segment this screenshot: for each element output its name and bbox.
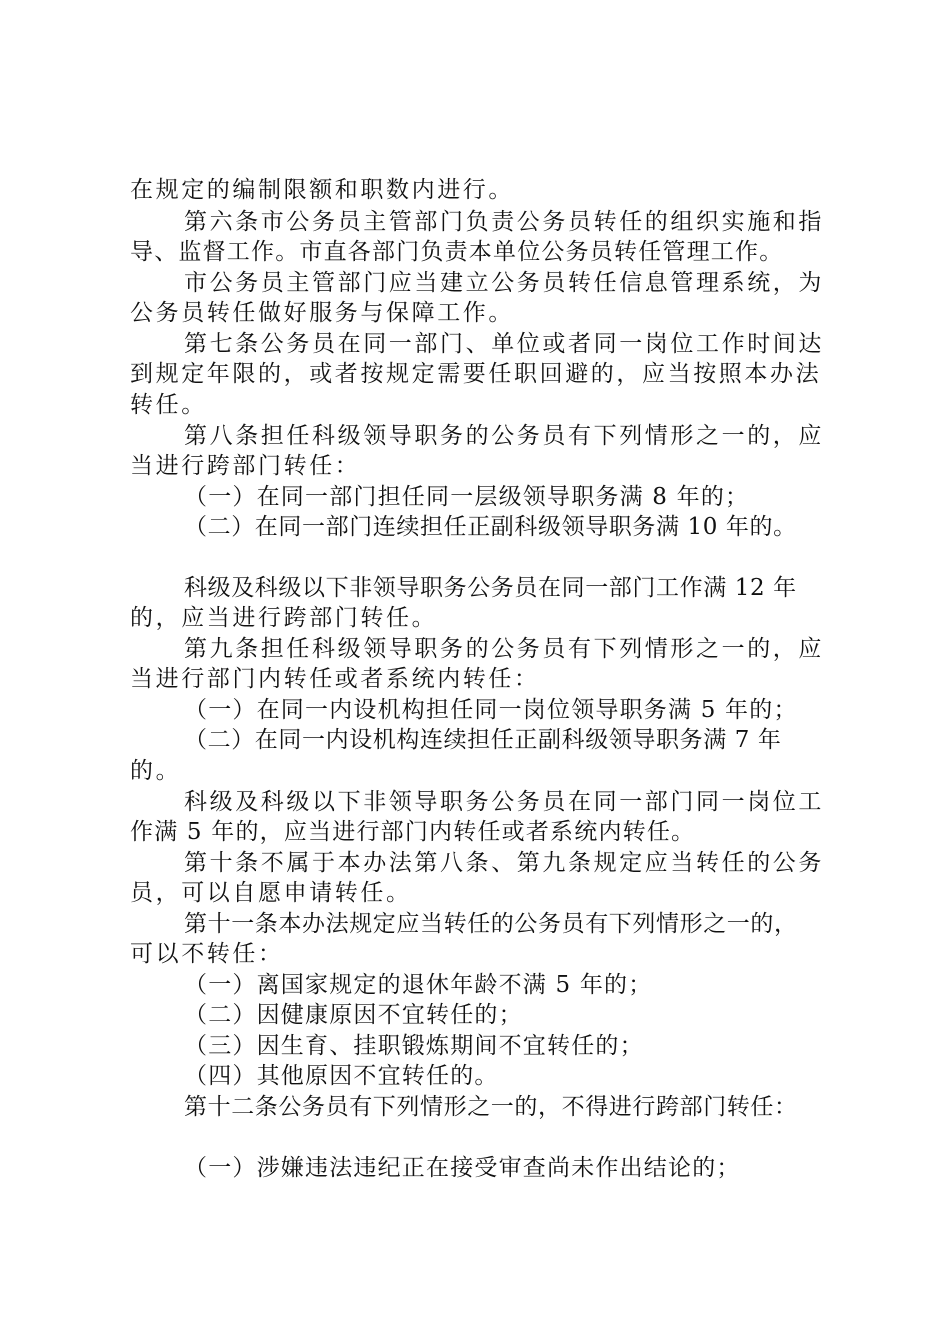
text-line: 第六条市公务员主管部门负责公务员转任的组织实施和指 <box>184 209 824 235</box>
text-line: 当进行跨部门转任： <box>130 453 361 479</box>
text-line: 第十一条本办法规定应当转任的公务员有下列情形之一的， <box>184 911 798 937</box>
text-line: 第八条担任科级领导职务的公务员有下列情形之一的，应 <box>184 423 824 449</box>
text-line: 第七条公务员在同一部门、单位或者同一岗位工作时间达 <box>184 331 824 357</box>
text-line: 员，可以自愿申请转任。 <box>130 880 412 906</box>
text-line: 可以不转任： <box>130 941 284 967</box>
text-line: （一）在同一部门担任同一层级领导职务满 8 年的； <box>184 484 750 510</box>
text-line: （四）其他原因不宜转任的。 <box>184 1063 499 1089</box>
text-line: 的。 <box>130 758 182 784</box>
text-line: （三）因生育、挂职锻炼期间不宜转任的； <box>184 1033 644 1059</box>
text-line: 转任。 <box>130 392 207 418</box>
text-line: 作满 5 年的，应当进行部门内转任或者系统内转任。 <box>130 819 696 845</box>
text-line: 科级及科级以下非领导职务公务员在同一部门工作满 12 年 <box>184 575 797 601</box>
text-line: 公务员转任做好服务与保障工作。 <box>130 300 514 326</box>
text-line: 第十二条公务员有下列情形之一的，不得进行跨部门转任： <box>184 1094 798 1120</box>
text-line: 第九条担任科级领导职务的公务员有下列情形之一的，应 <box>184 636 824 662</box>
text-line: 第十条不属于本办法第八条、第九条规定应当转任的公务 <box>184 850 824 876</box>
text-line: 市公务员主管部门应当建立公务员转任信息管理系统，为 <box>184 270 824 296</box>
text-line: （一）在同一内设机构担任同一岗位领导职务满 5 年的； <box>184 697 798 723</box>
text-line: 的，应当进行跨部门转任。 <box>130 605 438 631</box>
text-line: （二）因健康原因不宜转任的； <box>184 1002 523 1028</box>
text-line: （一）离国家规定的退休年龄不满 5 年的； <box>184 972 653 998</box>
text-line: 科级及科级以下非领导职务公务员在同一部门同一岗位工 <box>184 789 824 815</box>
text-line: 导、监督工作。市直各部门负责本单位公务员转任管理工作。 <box>130 239 784 265</box>
text-line: 到规定年限的，或者按规定需要任职回避的，应当按照本办法 <box>130 361 822 387</box>
text-line: （一）涉嫌违法违纪正在接受审查尚未作出结论的； <box>184 1155 741 1181</box>
text-line: 在规定的编制限额和职数内进行。 <box>130 177 514 203</box>
text-line: （二）在同一部门连续担任正副科级领导职务满 10 年的。 <box>184 514 797 540</box>
text-line: （二）在同一内设机构连续担任正副科级领导职务满 7 年 <box>184 727 782 753</box>
text-line: 当进行部门内转任或者系统内转任： <box>130 666 540 692</box>
